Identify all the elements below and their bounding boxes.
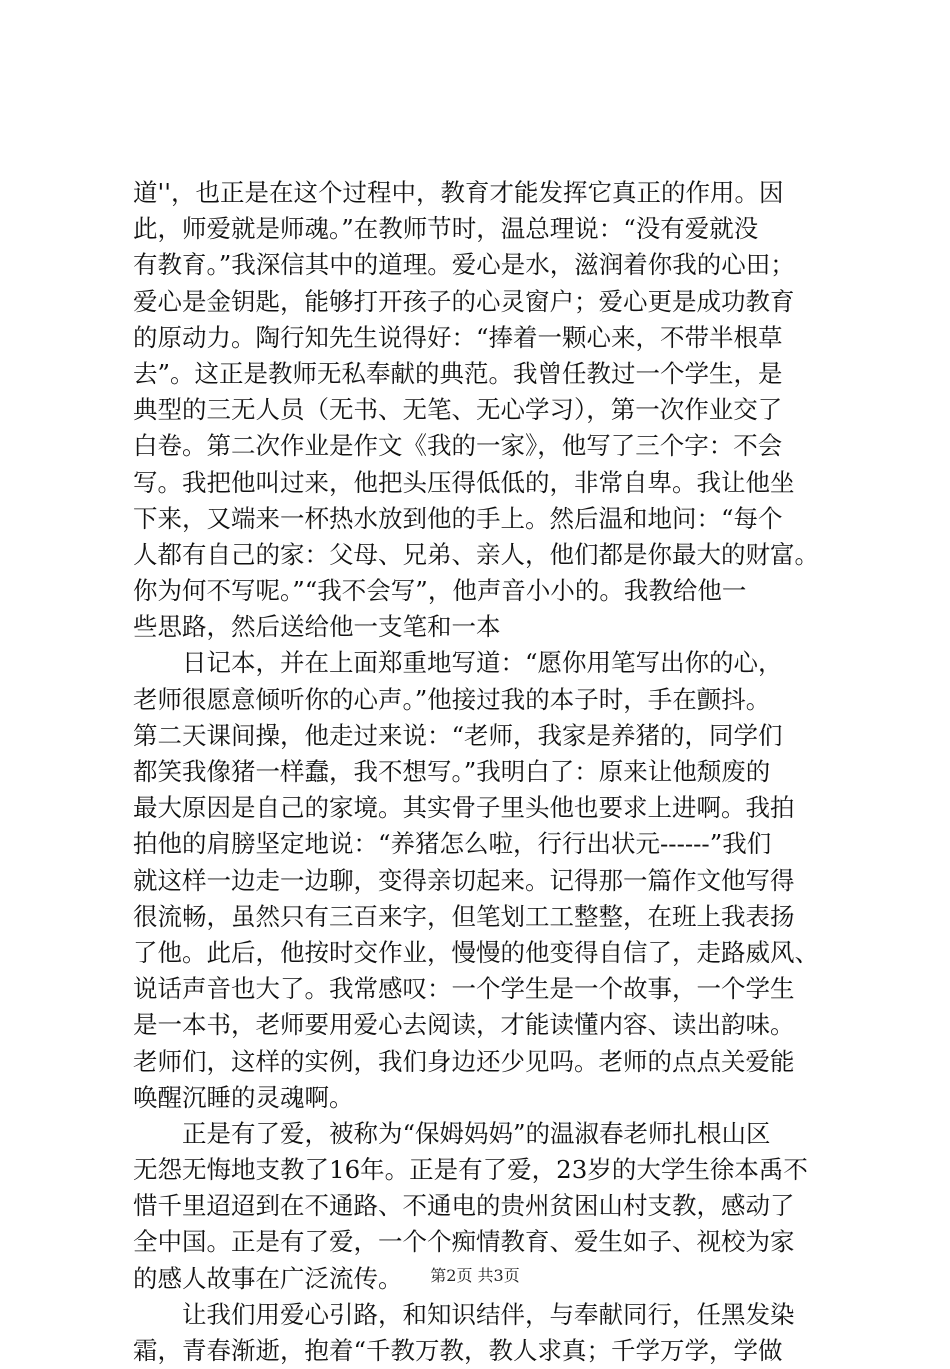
text-line: 无怨无悔地支教了16年。正是有了爱，23岁的大学生徐本禹不	[133, 1155, 808, 1185]
body-text	[133, 175, 833, 1369]
text-line: 是一本书，老师要用爱心去阅读，才能读懂内容、读出韵味。	[133, 1010, 795, 1040]
text-line: 第二天课间操，他走过来说：“老师，我家是养猪的，同学们	[133, 720, 783, 750]
text-line: 的原动力。陶行知先生说得好：“捧着一颗心来，不带半根草	[133, 322, 783, 352]
text-line: 下来，又端来一杯热水放到他的手上。然后温和地问：“每个	[133, 503, 783, 533]
text-line: 最大原因是自己的家境。其实骨子里头他也要求上进啊。我拍	[133, 793, 795, 823]
text-line: 你为何不写呢。”“我不会写”，他声音小小的。我教给他一	[133, 576, 747, 606]
text-line: 此，师爱就是师魂。”在教师节时，温总理说：“没有爱就没	[133, 214, 759, 244]
text-line: 的感人故事在广泛流传。	[133, 1263, 403, 1293]
text-line: 就这样一边走一边聊，变得亲切起来。记得那一篇作文他写得	[133, 865, 795, 895]
paragraph-start-line: 日记本，并在上面郑重地写道：“愿你用笔写出你的心，	[182, 648, 783, 678]
text-line: 唤醒沉睡的灵魂啊。	[133, 1082, 354, 1112]
text-line: 拍他的肩膀坚定地说：“养猪怎么啦，行行出状元------”我们	[133, 829, 772, 859]
text-line: 道''，也正是在这个过程中，教育才能发挥它真正的作用。因	[133, 178, 784, 207]
text-line: 惜千里迢迢到在不通路、不通电的贵州贫困山村支教，感动了	[133, 1191, 795, 1221]
text-line: 人都有自己的家：父母、兄弟、亲人，他们都是你最大的财富。	[133, 539, 819, 569]
text-line: 去”。这正是教师无私奉献的典范。我曾任教过一个学生，是	[133, 358, 783, 388]
text-line: 爱心是金钥匙，能够打开孩子的心灵窗户；爱心更是成功教育	[133, 286, 795, 316]
text-line: 了他。此后，他按时交作业，慢慢的他变得自信了，走路威风、	[133, 937, 819, 967]
text-line: 有教育。”我深信其中的道理。爱心是水，滋润着你我的心田；	[133, 250, 795, 280]
text-line: 全中国。正是有了爱，一个个痴情教育、爱生如子、视校为家	[133, 1227, 795, 1257]
paragraph-start-line: 正是有了爱，被称为“保姆妈妈”的温淑春老师扎根山区	[182, 1118, 771, 1148]
text-line: 白卷。第二次作业是作文《我的一家》，他写了三个字：不会	[133, 431, 783, 461]
text-line: 些思路，然后送给他一支笔和一本	[133, 612, 501, 642]
text-line: 霜，青春渐逝，抱着“千教万教，教人求真；千学万学，学做	[133, 1336, 783, 1365]
page-number-footer: 第2页 共3页	[430, 1266, 520, 1285]
paragraph-start-line: 让我们用爱心引路，和知识结伴，与奉献同行，任黑发染	[182, 1299, 795, 1329]
text-line: 都笑我像猪一样蠢，我不想写。”我明白了：原来让他颓废的	[133, 757, 771, 786]
text-line: 老师们，这样的实例，我们身边还少见吗。老师的点点关爱能	[133, 1046, 795, 1076]
text-line: 写。我把他叫过来，他把头压得低低的，非常自卑。我让他坐	[133, 467, 795, 497]
text-line: 很流畅，虽然只有三百来字，但笔划工工整整，在班上我表扬	[133, 901, 795, 931]
text-line: 老师很愿意倾听你的心声。”他接过我的本子时，手在颤抖。	[133, 684, 771, 714]
text-line: 典型的三无人员（无书、无笔、无心学习），第一次作业交了	[133, 395, 783, 425]
text-line: 说话声音也大了。我常感叹：一个学生是一个故事，一个学生	[133, 974, 795, 1004]
